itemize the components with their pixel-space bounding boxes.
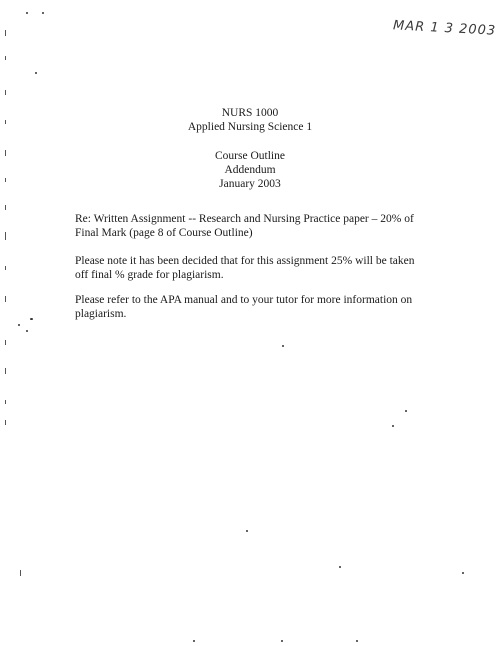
scan-margin-mark <box>5 420 6 425</box>
scan-margin-mark <box>5 90 6 95</box>
date-received-stamp: MAR 1 3 2003 <box>392 18 497 39</box>
scan-margin-mark <box>5 178 6 182</box>
scan-speck <box>26 330 28 332</box>
scan-margin-mark <box>5 368 6 374</box>
scan-speck <box>462 572 464 574</box>
document-heading <box>0 149 500 191</box>
course-code: NURS 1000 <box>221 107 279 119</box>
scan-margin-mark <box>20 570 21 576</box>
scan-margin-mark <box>5 400 6 404</box>
scan-margin-mark <box>5 205 6 210</box>
scan-speck <box>193 640 195 642</box>
re-paragraph <box>75 212 425 240</box>
scan-speck <box>26 12 28 14</box>
scan-speck <box>281 640 283 642</box>
course-heading <box>0 106 500 134</box>
course-name: Applied Nursing Science 1 <box>187 121 313 133</box>
re-line-2: Final Mark (page 8 of Course Outline) <box>75 227 253 239</box>
document-subtitle: Addendum <box>224 164 276 176</box>
note-line-2: off final % grade for plagiarism. <box>75 269 224 281</box>
scan-margin-mark <box>5 56 6 60</box>
note-line-1: Please note it has been decided that for this assignment 25% will be taken <box>75 255 415 267</box>
refer-line-1: Please refer to the APA manual and to your tutor for more information on <box>75 294 413 306</box>
document-title: Course Outline <box>215 150 285 162</box>
scan-speck <box>405 410 407 412</box>
scan-speck <box>339 566 341 568</box>
scan-speck <box>356 640 358 642</box>
scan-margin-mark <box>5 30 6 36</box>
scan-margin-mark <box>5 120 6 124</box>
scan-margin-mark <box>5 340 6 345</box>
plagiarism-note-paragraph <box>75 254 425 282</box>
scan-margin-mark <box>5 296 6 302</box>
scan-speck <box>246 530 248 532</box>
scan-speck <box>282 345 284 347</box>
refer-paragraph <box>75 293 425 321</box>
scan-margin-mark <box>5 266 6 270</box>
re-line-1: Re: Written Assignment -- Research and Nursing Practice paper – 20% of <box>75 213 414 225</box>
refer-line-2: plagiarism. <box>75 308 127 320</box>
document-date: January 2003 <box>219 178 281 190</box>
scan-speck <box>35 72 37 74</box>
scan-margin-mark <box>5 150 6 156</box>
scan-speck <box>392 425 394 427</box>
scan-margin-mark <box>5 232 6 240</box>
scan-speck <box>42 12 44 14</box>
scan-speck <box>30 318 33 320</box>
scan-speck <box>18 324 20 326</box>
